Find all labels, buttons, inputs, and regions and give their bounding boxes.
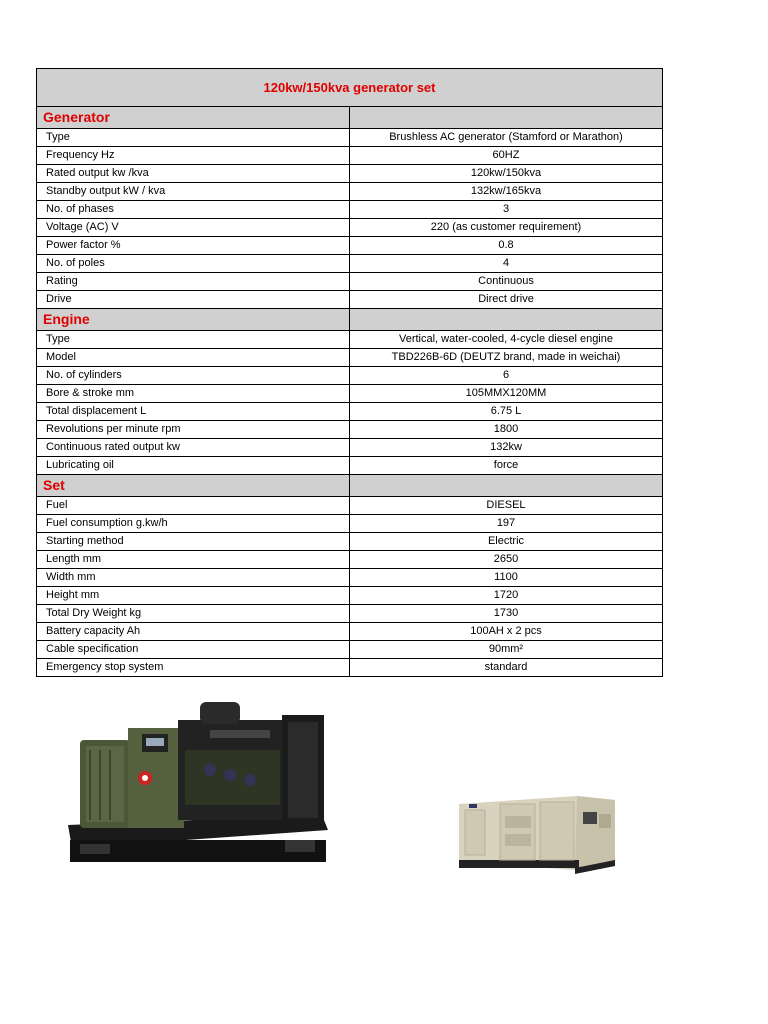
spec-label: Type	[37, 129, 350, 147]
spec-value: 4	[350, 255, 663, 273]
table-row	[37, 291, 663, 309]
spec-value: 132kw	[350, 439, 663, 457]
spec-label: Length mm	[37, 551, 350, 569]
table-row	[37, 659, 663, 677]
spec-label: Lubricating oil	[37, 457, 350, 475]
table-row	[37, 367, 663, 385]
spec-label: Voltage (AC) V	[37, 219, 350, 237]
spec-value: 6	[350, 367, 663, 385]
table-row	[37, 255, 663, 273]
table-row	[37, 421, 663, 439]
table-row	[37, 569, 663, 587]
spec-table	[36, 68, 663, 677]
spec-label: No. of poles	[37, 255, 350, 273]
spec-value: Brushless AC generator (Stamford or Marathon)	[350, 129, 663, 147]
spec-label: Battery capacity Ah	[37, 623, 350, 641]
spec-value: Electric	[350, 533, 663, 551]
spec-label: Rated output kw /kva	[37, 165, 350, 183]
spec-value: 197	[350, 515, 663, 533]
section-header-engine	[37, 309, 663, 331]
table-row	[37, 349, 663, 367]
spec-label: Continuous rated output kw	[37, 439, 350, 457]
spec-value: 1720	[350, 587, 663, 605]
spec-value: 2650	[350, 551, 663, 569]
spec-value: Direct drive	[350, 291, 663, 309]
spec-label: Drive	[37, 291, 350, 309]
spec-label: Emergency stop system	[37, 659, 350, 677]
silent-generator-photo	[455, 790, 620, 875]
table-row	[37, 331, 663, 349]
spec-value: standard	[350, 659, 663, 677]
spec-value: 220 (as customer requirement)	[350, 219, 663, 237]
table-row	[37, 641, 663, 659]
spec-value: 0.8	[350, 237, 663, 255]
spec-value: 90mm²	[350, 641, 663, 659]
table-row	[37, 439, 663, 457]
spec-label: Starting method	[37, 533, 350, 551]
section-title: Engine	[37, 309, 350, 331]
spec-value: 1100	[350, 569, 663, 587]
spec-label: Standby output kW / kva	[37, 183, 350, 201]
table-row	[37, 201, 663, 219]
table-row	[37, 219, 663, 237]
table-row	[37, 129, 663, 147]
spec-label: Rating	[37, 273, 350, 291]
spec-label: Revolutions per minute rpm	[37, 421, 350, 439]
spec-value: 120kw/150kva	[350, 165, 663, 183]
table-row	[37, 551, 663, 569]
spec-label: Frequency Hz	[37, 147, 350, 165]
spec-label: Type	[37, 331, 350, 349]
spec-label: Bore & stroke mm	[37, 385, 350, 403]
spec-value: 1800	[350, 421, 663, 439]
spec-label: Fuel	[37, 497, 350, 515]
table-row	[37, 403, 663, 421]
spec-label: Total Dry Weight kg	[37, 605, 350, 623]
section-title: Generator	[37, 107, 350, 129]
spec-label: No. of phases	[37, 201, 350, 219]
spec-value: 105MMX120MM	[350, 385, 663, 403]
spec-label: Model	[37, 349, 350, 367]
section-header-generator	[37, 107, 663, 129]
table-row	[37, 165, 663, 183]
table-row	[37, 147, 663, 165]
table-row	[37, 515, 663, 533]
spec-label: Width mm	[37, 569, 350, 587]
section-header-set	[37, 475, 663, 497]
spec-value: 60HZ	[350, 147, 663, 165]
table-row	[37, 623, 663, 641]
spec-label: Fuel consumption g.kw/h	[37, 515, 350, 533]
spec-label: No. of cylinders	[37, 367, 350, 385]
spec-value: 132kw/165kva	[350, 183, 663, 201]
open-generator-photo	[60, 690, 332, 875]
spec-value: 1730	[350, 605, 663, 623]
table-row	[37, 183, 663, 201]
spec-value: Continuous	[350, 273, 663, 291]
spec-label: Cable specification	[37, 641, 350, 659]
section-blank-cell	[350, 475, 663, 497]
spec-label: Power factor %	[37, 237, 350, 255]
section-blank-cell	[350, 107, 663, 129]
spec-value: TBD226B-6D (DEUTZ brand, made in weichai)	[350, 349, 663, 367]
spec-value: Vertical, water-cooled, 4-cycle diesel engine	[350, 331, 663, 349]
table-row	[37, 273, 663, 291]
spec-value: 6.75 L	[350, 403, 663, 421]
spec-value: 3	[350, 201, 663, 219]
table-row	[37, 385, 663, 403]
table-row	[37, 533, 663, 551]
spec-label: Total displacement L	[37, 403, 350, 421]
section-title: Set	[37, 475, 350, 497]
table-row	[37, 587, 663, 605]
table-title: 120kw/150kva generator set	[37, 69, 663, 107]
section-blank-cell	[350, 309, 663, 331]
table-row	[37, 497, 663, 515]
spec-label: Height mm	[37, 587, 350, 605]
table-row	[37, 237, 663, 255]
table-title-row	[37, 69, 663, 107]
table-row	[37, 605, 663, 623]
spec-value: 100AH x 2 pcs	[350, 623, 663, 641]
spec-value: force	[350, 457, 663, 475]
spec-value: DIESEL	[350, 497, 663, 515]
table-row	[37, 457, 663, 475]
